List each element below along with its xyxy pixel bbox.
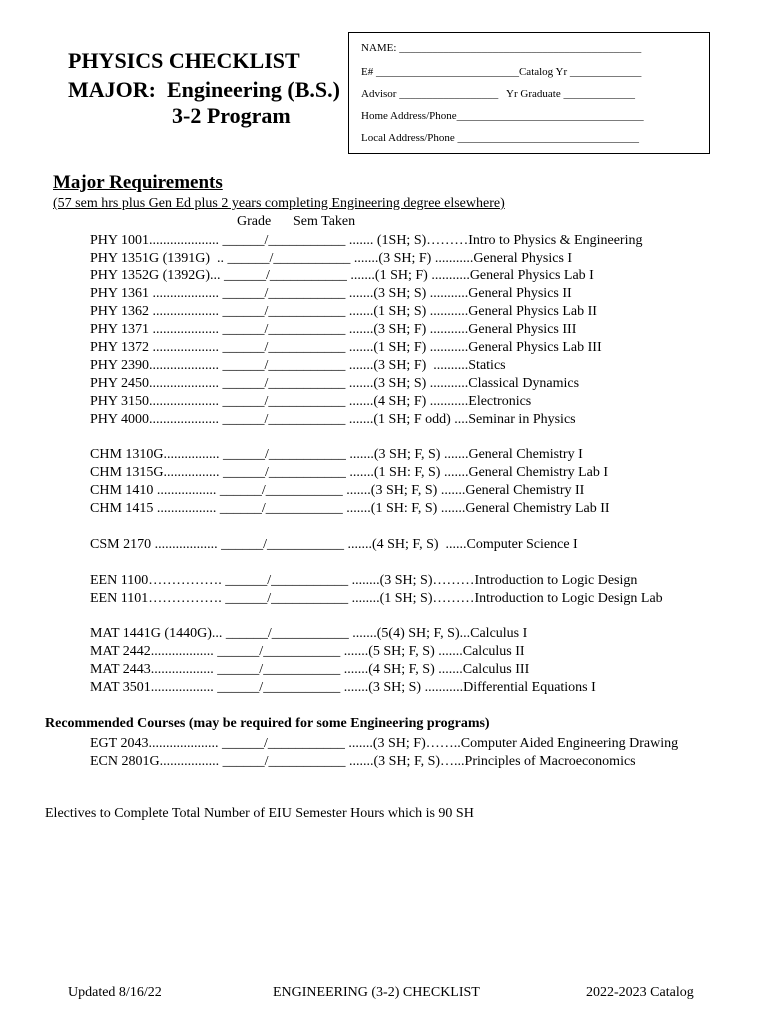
course-row-mat-1441g: MAT 1441G (1440G)... ______/___________ .......(5(4) SH; F, S)...Calculus I bbox=[90, 626, 528, 641]
sem-taken-column-header: Sem Taken bbox=[293, 214, 356, 229]
advisor-graduate-field[interactable]: Advisor __________________ Yr Graduate _____________ bbox=[361, 88, 635, 100]
course-row-phy-1351g: PHY 1351G (1391G) .. ______/___________ .......(3 SH; F) ...........General Physics I bbox=[90, 251, 573, 266]
home-address-field[interactable]: Home Address/Phone__________________________________ bbox=[361, 110, 644, 122]
course-row-phy-2450: PHY 2450.................... ______/___________ .......(3 SH; S) ...........Classical Dynamics bbox=[90, 376, 580, 391]
course-row-csm-2170: CSM 2170 .................. ______/___________ .......(4 SH; F, S) ......Computer Science I bbox=[90, 537, 578, 552]
footer-updated-date: Updated 8/16/22 bbox=[68, 985, 162, 1000]
course-row-chm-1410: CHM 1410 ................. ______/___________ .......(3 SH; F, S) .......General Chemistry II bbox=[90, 483, 585, 498]
local-address-field[interactable]: Local Address/Phone _________________________________ bbox=[361, 132, 640, 144]
course-row-phy-1372: PHY 1372 ................... ______/___________ .......(1 SH; F) ...........General Physics Lab III bbox=[90, 340, 602, 355]
electives-note: Electives to Complete Total Number of EIU Semester Hours which is 90 SH bbox=[45, 806, 474, 821]
course-row-mat-3501: MAT 3501.................. ______/___________ .......(3 SH; S) ...........Differential Equations I bbox=[90, 680, 596, 695]
title-line-1: PHYSICS CHECKLIST bbox=[68, 48, 300, 73]
major-requirements-heading bbox=[45, 154, 505, 212]
student-info-box bbox=[348, 32, 710, 154]
major-heading-subtitle: (57 sem hrs plus Gen Ed plus 2 years completing Engineering degree elsewhere) bbox=[53, 196, 505, 211]
course-row-chm-1315g: CHM 1315G................ ______/___________ .......(1 SH: F, S) .......General Chemistry Lab I bbox=[90, 465, 609, 480]
course-row-phy-1362: PHY 1362 ................... ______/___________ .......(1 SH; S) ...........General Physics Lab II bbox=[90, 304, 597, 319]
title-line-2: MAJOR: Engineering (B.S.) bbox=[68, 77, 340, 102]
course-row-een-1101: EEN 1101……………. ______/___________ ........(1 SH; S)………Introduction to Logic Design Lab bbox=[90, 591, 663, 606]
course-row-phy-3150: PHY 3150.................... ______/___________ .......(4 SH; F) ...........Electronics bbox=[90, 394, 532, 409]
footer-catalog-year: 2022-2023 Catalog bbox=[586, 985, 694, 1000]
course-row-mat-2443: MAT 2443.................. ______/___________ .......(4 SH; F, S) .......Calculus III bbox=[90, 662, 530, 677]
footer-checklist-title: ENGINEERING (3-2) CHECKLIST bbox=[273, 985, 480, 1000]
course-row-phy-1352g: PHY 1352G (1392G)... ______/___________ .......(1 SH; F) ...........General Physics Lab I bbox=[90, 268, 594, 283]
major-heading-text: Major Requirements bbox=[53, 172, 223, 193]
course-row-phy-1361: PHY 1361 ................... ______/___________ .......(3 SH; S) ...........General Physics II bbox=[90, 286, 572, 301]
course-row-phy-4000: PHY 4000.................... ______/___________ .......(1 SH; F odd) ....Seminar in Physics bbox=[90, 412, 576, 427]
course-row-phy-2390: PHY 2390.................... ______/___________ .......(3 SH; F) ..........Statics bbox=[90, 358, 506, 373]
name-field[interactable]: NAME: ____________________________________________ bbox=[361, 42, 642, 54]
course-row-chm-1310g: CHM 1310G................ ______/___________ .......(3 SH; F, S) .......General Chemistry I bbox=[90, 447, 583, 462]
enum-catalog-field[interactable]: E# __________________________Catalog Yr _____________ bbox=[361, 66, 642, 78]
course-row-phy-1371: PHY 1371 ................... ______/___________ .......(3 SH; F) ...........General Physics III bbox=[90, 322, 577, 337]
recommended-courses-heading: Recommended Courses (may be required for some Engineering programs) bbox=[45, 716, 490, 731]
grade-column-header: Grade bbox=[237, 214, 272, 229]
course-row-chm-1415: CHM 1415 ................. ______/___________ .......(1 SH: F, S) .......General Chemistry Lab II bbox=[90, 501, 610, 516]
course-row-ecn-2801g: ECN 2801G................. ______/___________ .......(3 SH; F, S)…...Principles of Macroeconomics bbox=[90, 754, 636, 769]
course-row-mat-2442: MAT 2442.................. ______/___________ .......(5 SH; F, S) .......Calculus II bbox=[90, 644, 525, 659]
course-row-phy-1001: PHY 1001.................... ______/___________ ....... (1SH; S)………Intro to Physics & Engineering bbox=[90, 233, 643, 248]
course-row-egt-2043: EGT 2043.................... ______/___________ .......(3 SH; F)……..Computer Aided Engineering Drawing bbox=[90, 736, 679, 751]
course-row-een-1100: EEN 1100……………. ______/___________ ........(3 SH; S)………Introduction to Logic Design bbox=[90, 573, 638, 588]
title-line-3: 3-2 Program bbox=[172, 103, 291, 128]
